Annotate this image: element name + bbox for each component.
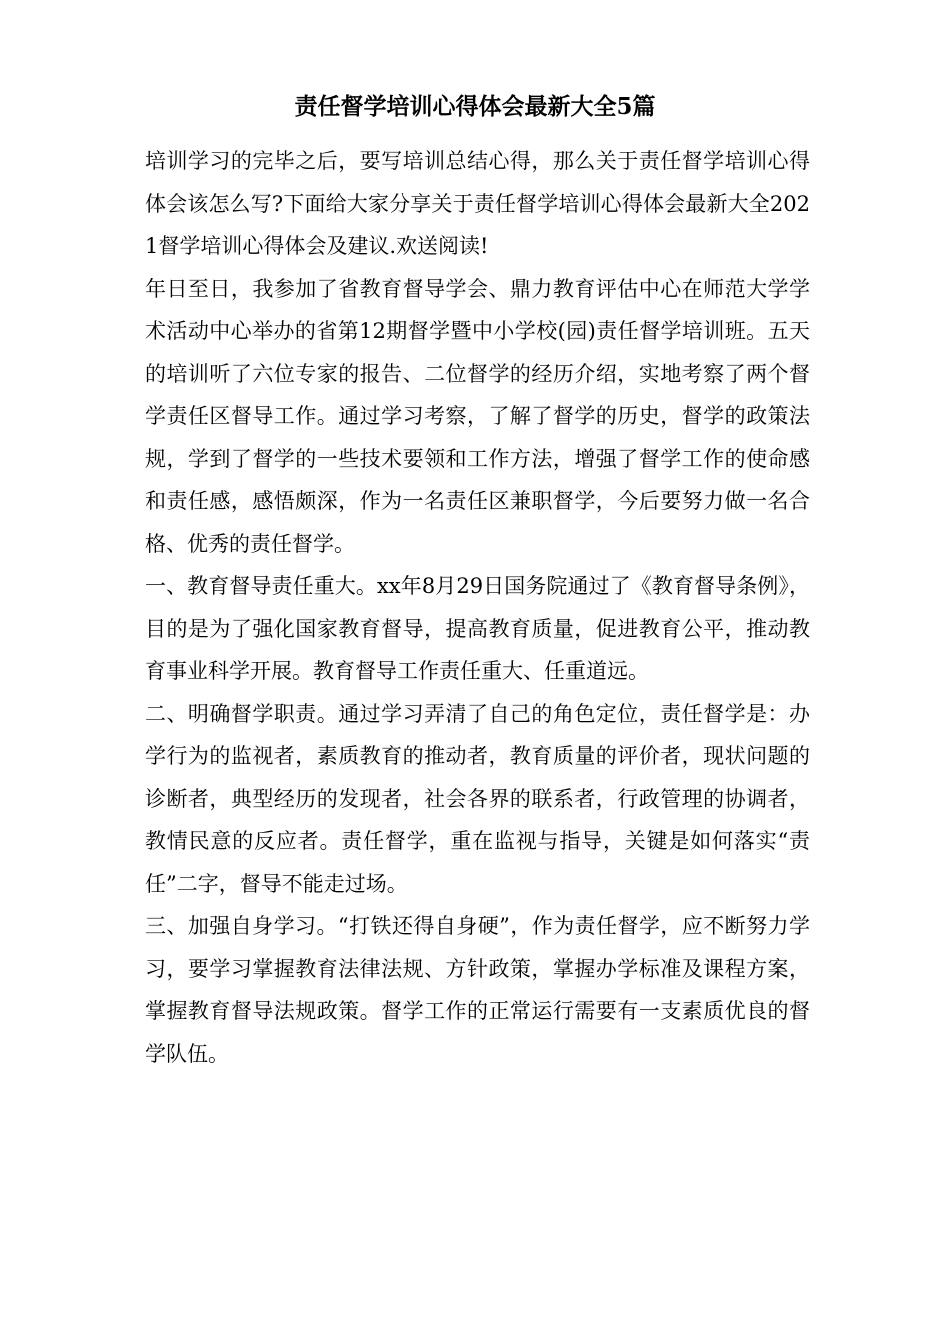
paragraph-point-two: 二、明确督学职责。通过学习弄清了自己的角色定位，责任督学是：办学行为的监视者，素质教育的推动者，教育质量的评价者，现状问题的诊断者，典型经历的发现者，社会各界的联系者，行政管理的协调者，教情民意的反应者。责任督学，重在监视与指导，关键是如何落实“责任”二字，督导不能走过场。 — [145, 701, 810, 896]
paragraph-training-summary: 年日至日，我参加了省教育督导学会、鼎力教育评估中心在师范大学学术活动中心举办的省第12期督学暨中小学校(园)责任督学培训班。五天的培训听了六位专家的报告、二位督学的经历介绍，实地考察了两个督学责任区督导工作。通过学习考察，了解了督学的历史，督学的政策法规，学到了督学的一些技术要领和工作方法，增强了督学工作的使命感和责任感，感悟颇深，作为一名责任区兼职督学，今后要努力做一名合格、优秀的责任督学。 — [145, 276, 810, 556]
paragraph-point-three: 三、加强自身学习。“打铁还得自身硬”，作为责任督学，应不断努力学习，要学习掌握教育法律法规、方针政策，掌握办学标准及课程方案，掌握教育督导法规政策。督学工作的正常运行需要有一支素质优良的督学队伍。 — [145, 914, 810, 1066]
paragraph-point-one: 一、教育督导责任重大。xx年8月29日国务院通过了《教育督导条例》，目的是为了强化国家教育督导，提高教育质量，促进教育公平，推动教育事业科学开展。教育督导工作责任重大、任重道远。 — [145, 574, 810, 683]
paragraph-intro: 培训学习的完毕之后，要写培训总结心得，那么关于责任督学培训心得体会该怎么写?下面给大家分享关于责任督学培训心得体会最新大全2021督学培训心得体会及建议.欢送阅读! — [145, 149, 810, 258]
document-body — [145, 140, 810, 1075]
document-title: 责任督学培训心得体会最新大全5篇 — [294, 93, 656, 120]
